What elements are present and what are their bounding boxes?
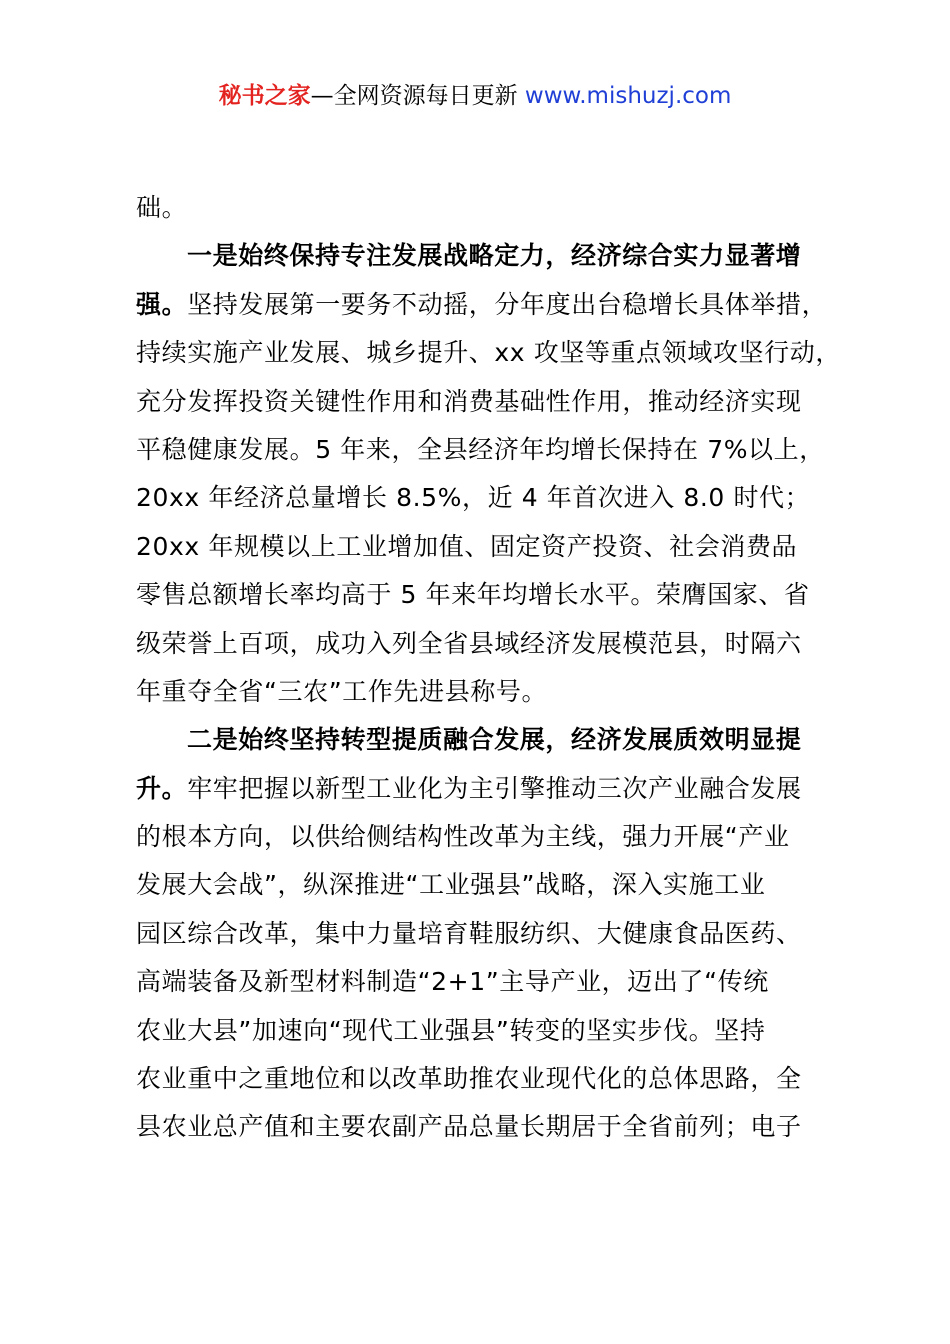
text-line: [136, 861, 826, 909]
body-text: 充分发挥投资关键性作用和消费基础性作用，推动经济实现: [136, 386, 802, 416]
body-text: 农业重中之重地位和以改革助推农业现代化的总体思路，全: [136, 1064, 802, 1094]
bold-heading-text: 强。: [136, 289, 188, 319]
text-line: [136, 1007, 826, 1055]
bold-heading-text: 一是始终保持专注发展战略定力，经济综合实力显著增: [187, 241, 802, 271]
body-text: 础。: [136, 193, 188, 222]
text-line: [136, 668, 826, 716]
body-text: 的根本方向，以供给侧结构性改革为主线，强力开展“产业: [136, 822, 790, 852]
text-line: [136, 716, 826, 764]
text-line: [136, 523, 826, 571]
text-line: [136, 232, 826, 280]
text-line: [136, 813, 826, 861]
body-text: 20xx 年经济总量增长 8.5%，近 4 年首次进入 8.0 时代；: [136, 483, 811, 513]
header-url-link[interactable]: www.mishuzj.com: [524, 83, 732, 109]
body-text: 牢牢把握以新型工业化为主引擎推动三次产业融合发展: [187, 773, 802, 803]
bold-heading-text: 升。: [136, 773, 188, 803]
text-line: [136, 1103, 826, 1151]
page-header: [0, 80, 950, 112]
text-line: [136, 910, 826, 958]
header-brand: 秘书之家: [218, 83, 311, 109]
text-line: [136, 620, 826, 668]
text-line: [136, 474, 826, 522]
body-text: 发展大会战”，纵深推进“工业强县”战略，深入实施工业: [136, 870, 766, 900]
text-line: [136, 426, 826, 474]
text-line: [136, 958, 826, 1006]
text-line: [136, 329, 841, 377]
text-line: [136, 571, 826, 619]
body-text: 零售总额增长率均高于 5 年来年均增长水平。荣膺国家、省: [136, 580, 810, 610]
body-text: 县农业总产值和主要农副产品总量长期居于全省前列；电子: [136, 1112, 802, 1142]
text-line: [136, 184, 826, 232]
text-line: [136, 765, 826, 813]
text-line: [136, 281, 826, 329]
body-text: 农业大县”加速向“现代工业强县”转变的坚实步伐。坚持: [136, 1015, 766, 1045]
body-text: 20xx 年规模以上工业增加值、固定资产投资、社会消费品: [136, 531, 798, 561]
document-body: [136, 184, 841, 1152]
body-text: 级荣誉上百项，成功入列全省县域经济发展模范县，时隔六: [136, 628, 802, 658]
body-text: 坚持发展第一要务不动摇，分年度出台稳增长具体举措，: [187, 289, 828, 319]
body-text: 高端装备及新型材料制造“2+1”主导产业，迈出了“传统: [136, 967, 769, 997]
body-text: 持续实施产业发展、城乡提升、xx 攻坚等重点领域攻坚行动，: [136, 338, 841, 368]
body-text: 平稳健康发展。5 年来，全县经济年均增长保持在 7%以上，: [136, 434, 825, 464]
body-text: 园区综合改革，集中力量培育鞋服纺织、大健康食品医药、: [136, 918, 802, 948]
body-text: 年重夺全省“三农”工作先进县称号。: [136, 676, 548, 706]
header-tagline: —全网资源每日更新: [310, 83, 525, 109]
text-line: [136, 378, 826, 426]
text-line: [136, 1055, 826, 1103]
bold-heading-text: 二是始终坚持转型提质融合发展，经济发展质效明显提: [187, 725, 802, 755]
